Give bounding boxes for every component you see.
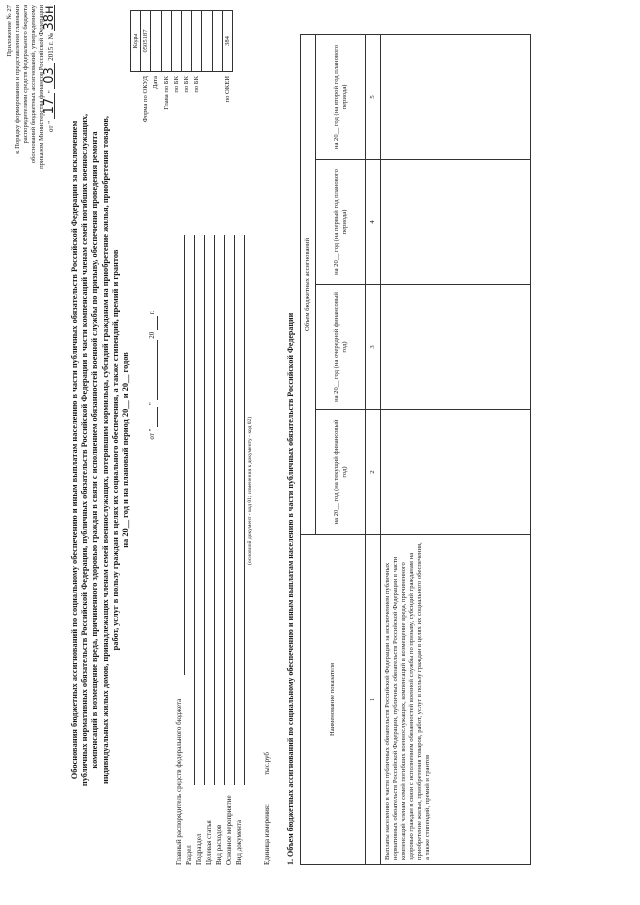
field-label-subsection: Подраздел [195, 833, 203, 865]
unit-label: Единица измерения: [263, 804, 271, 865]
title-line-3: компенсаций в возмещение вреда, причиненного здоровью граждан в связи с исполнением обязанностей военной службы по призыву, обеспечения проведения ремонта [90, 131, 100, 769]
doc-type-note: (основной документ - код 01; изменения к документу - код 02) [247, 416, 253, 565]
codes-row [222, 11, 232, 151]
code-label: по БК [183, 76, 191, 93]
appendix-block [6, 5, 55, 205]
order-line: от " 17" 03 2015 г. № 38н [42, 5, 57, 132]
date-year-blank[interactable] [148, 316, 158, 330]
title-line-4: индивидуальных жилых домов, принадлежащих членам семей военнослужащих, потерявшим кормильца, субсидий гражданам на приобретение жилья, приобретения товаров, [100, 116, 110, 784]
order-month: 03 [46, 63, 55, 89]
appendix-line-2: распорядителями средств федерального бюджета [22, 5, 29, 144]
field-line-subsection[interactable] [204, 235, 205, 785]
code-value[interactable]: 0505187 [141, 11, 151, 72]
main-table [300, 34, 531, 865]
code-value[interactable] [171, 11, 181, 72]
code-value[interactable] [212, 11, 222, 72]
order-day: 17 [46, 93, 55, 119]
code-label: по ОКЕИ [223, 76, 231, 103]
code-label: Форма по ОКУД [142, 76, 150, 123]
row-label: Выплаты населению в части публичных обязательств Российской Федерации за исключением публичных нормативных обязательств Российской Федерации, публичных обязательств Российской Федерации в части компенсаций членам семей погибших военнослужащих, компенсаций в возмещение вреда, причиненного здоровью граждан в связи с исполнением обязанностей военной службы по призыву, субсидий гражданам на приобретение жилья, приобретения товаров, работ, услуг в пользу граждан в целях их социального обеспечения, а также стипендий, премий и грантов [381, 535, 531, 865]
codes-table [130, 10, 233, 150]
col-header-year: на 20__ год (на первый год планового периода) [316, 160, 366, 285]
col-number: 4 [366, 160, 381, 285]
title-line-1: Обоснования бюджетных ассигнований по социальному обеспечению и иным выплатам населению в части публичных обязательств Российской Федерации за исключением [70, 120, 79, 780]
field-line-section[interactable] [194, 235, 195, 785]
field-label-doc-type: Вид документа [235, 819, 243, 865]
title-line-6: на 20__ год и на плановый период 20__ и 20__ годов [121, 352, 131, 548]
table-row [381, 34, 531, 864]
field-line-expense-type[interactable] [224, 235, 225, 785]
col-header-indicator: Наименование показателя [301, 535, 366, 865]
code-value[interactable]: 384 [222, 11, 232, 72]
field-label-expense-type: Вид расходов [215, 824, 223, 865]
document-title [70, 35, 131, 865]
row-value[interactable] [381, 285, 531, 410]
unit-value: тыс.руб [263, 752, 271, 775]
field-line-main-activity[interactable] [234, 235, 235, 785]
table-header-row [301, 34, 316, 864]
field-label-main-manager: Главный распорядитель средств федерального бюджета [175, 698, 183, 865]
field-label-main-activity: Основное мероприятие [225, 795, 233, 865]
codes-row [181, 11, 191, 151]
field-label-section: Раздел [185, 845, 193, 865]
title-line-5: работ, услуг в пользу граждан в целях их социального обеспечения, а также стипендий, премий и грантов [110, 249, 120, 651]
date-prefix: от " [148, 428, 156, 440]
col-header-year: на 20__ год (на второй год планового периода) [316, 34, 366, 159]
codes-row [192, 11, 202, 151]
codes-row [171, 11, 181, 151]
appendix-line-3: обоснований бюджетных ассигнований, утвержденному [30, 5, 37, 164]
date-line [148, 245, 158, 505]
order-year-suffix: 2015 г. № [47, 32, 55, 61]
col-number: 5 [366, 34, 381, 159]
col-header-year: на 20__ год (на очередной финансовый год) [316, 285, 366, 410]
code-label: Дата [152, 76, 160, 90]
code-value[interactable] [161, 11, 171, 72]
title-line-2: публичных нормативных обязательств Российской Федерации, публичных обязательств Российской Федерации в части компенсаций членам семей погибших военнослужащих, [80, 113, 90, 787]
date-suffix: г. [148, 310, 156, 315]
table-number-row [366, 34, 381, 864]
col-header-year: на 20__ год (на текущий финансовый год) [316, 410, 366, 535]
row-value[interactable] [381, 410, 531, 535]
row-value[interactable] [381, 160, 531, 285]
codes-row [161, 11, 171, 151]
code-label: Глава по БК [162, 76, 170, 110]
order-number: 38н [42, 5, 57, 31]
code-label: по БК [172, 76, 180, 93]
code-value[interactable] [202, 11, 212, 72]
appendix-line-1: к Порядку формирования и представления главными [14, 5, 21, 154]
section-title: 1. Объем бюджетных ассигнований по социальному обеспечению и иным выплатам населению в части публичных обязательств Российской Федерации [286, 312, 295, 865]
codes-row [141, 11, 151, 151]
codes-header-row [131, 11, 141, 151]
code-label [202, 72, 212, 151]
appendix-line-4: приказом Министерства финансов Российской Федерации [38, 5, 45, 169]
date-day-blank[interactable] [148, 407, 158, 427]
code-label: по БК [193, 76, 201, 93]
order-date-prefix: от " [47, 120, 55, 132]
field-line-main-manager[interactable] [184, 235, 185, 675]
code-value[interactable] [192, 11, 202, 72]
field-label-target-article: Целевая статья [205, 820, 213, 865]
col-number: 1 [366, 535, 381, 865]
code-value[interactable] [181, 11, 191, 72]
field-line-doc-type[interactable] [244, 235, 245, 785]
date-year: 20 [148, 331, 156, 339]
code-value[interactable] [151, 11, 161, 72]
code-label [212, 72, 222, 151]
col-number: 2 [366, 410, 381, 535]
date-month-blank[interactable] [148, 340, 158, 400]
codes-row [212, 11, 222, 151]
field-line-target-article[interactable] [214, 235, 215, 785]
row-value[interactable] [381, 34, 531, 159]
col-header-group: Объем бюджетных ассигнований [301, 34, 316, 534]
codes-row [151, 11, 161, 151]
codes-row [202, 11, 212, 151]
col-number: 3 [366, 285, 381, 410]
appendix-number: Приложение № 27 [6, 5, 13, 57]
date-quote: " [148, 402, 156, 406]
codes-header: Коды [131, 11, 141, 72]
